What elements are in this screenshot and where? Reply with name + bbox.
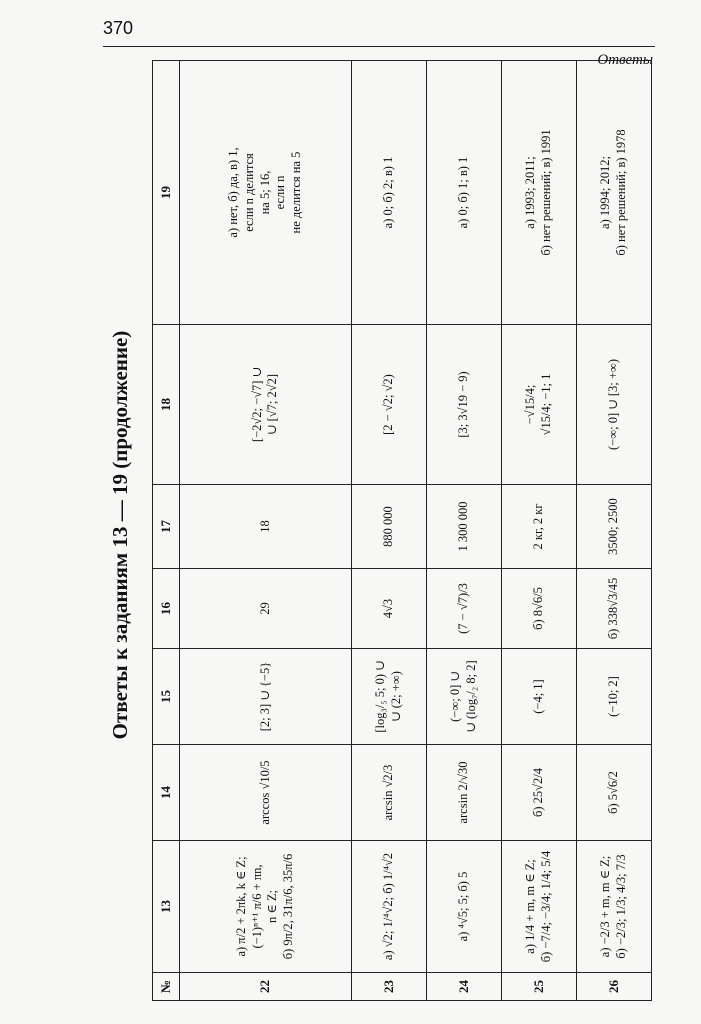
row-number: 22 — [180, 973, 352, 1001]
answer-line: если n делится — [242, 153, 257, 232]
answer-cell-16: 29 — [180, 569, 352, 649]
answer-line: (−4; 1] — [531, 679, 546, 714]
answer-line: б) нет решений; в) 1978 — [613, 129, 628, 256]
answer-cell-13 — [351, 841, 426, 973]
answer-line: на 5; 16, — [257, 170, 272, 215]
answer-line: (−∞; 0] ∪ [3; +∞) — [606, 359, 621, 450]
answer-line: (−10; 2] — [606, 676, 621, 717]
answer-cell-17: 18 — [180, 485, 352, 569]
answer-cell-17: 2 кг, 2 кг — [501, 485, 576, 569]
column-header-16: 16 — [153, 569, 180, 649]
answer-line: [−2√2; −√7] ∪ — [249, 366, 264, 443]
answer-cell-14: б) 5√6/2 — [576, 745, 651, 841]
answer-cell-14: arccos √10/5 — [180, 745, 352, 841]
answer-line: а) 1994; 2012; — [598, 156, 613, 229]
answer-cell-16: б) 8√6/5 — [501, 569, 576, 649]
table-row — [426, 61, 501, 1001]
answer-cell-14: б) 25√2/4 — [501, 745, 576, 841]
answer-cell-17: 3500; 2500 — [576, 485, 651, 569]
section-label: Ответы — [597, 52, 653, 68]
answer-line: а) π/2 + 2πk, k ∈ Z; — [234, 856, 249, 957]
answer-line: −√15/4; — [523, 384, 538, 425]
answer-cell-14: arcsin 2/√30 — [426, 745, 501, 841]
answer-line: б) 9π/2, 31π/6, 35π/6 — [281, 853, 296, 960]
column-header-19: 19 — [153, 61, 180, 325]
answer-line: а) 0; б) 1; в) 1 — [456, 156, 471, 229]
answer-line: [2 − √2; √2) — [381, 374, 396, 435]
answer-line: ∪ [√7; 2√2] — [265, 374, 280, 435]
answer-cell-16: (7 − √7)/3 — [426, 569, 501, 649]
answer-line: не делится на 5 — [288, 151, 303, 234]
answer-cell-13 — [576, 841, 651, 973]
column-header-num: № — [153, 973, 180, 1001]
row-number: 24 — [426, 973, 501, 1001]
column-header-18: 18 — [153, 325, 180, 485]
answer-cell-18 — [501, 325, 576, 485]
answer-line: ∪ (2; +∞) — [388, 671, 403, 722]
answer-cell-19 — [576, 61, 651, 325]
row-number: 26 — [576, 973, 651, 1001]
answer-cell-15 — [351, 649, 426, 745]
answer-line: [3; 3√19 − 9) — [456, 371, 471, 438]
table-title: Ответы к заданиям 13 — 19 (продолжение) — [108, 330, 132, 740]
answer-line: а) 1993; 2011; — [523, 156, 538, 229]
answer-cell-18 — [351, 325, 426, 485]
answer-cell-16: 4√3 — [351, 569, 426, 649]
page-number: 370 — [103, 18, 134, 38]
row-number: 23 — [351, 973, 426, 1001]
answer-line: а) 1/4 + m, m ∈ Z; — [523, 859, 538, 954]
answer-cell-13 — [426, 841, 501, 973]
table-row — [180, 61, 352, 1001]
column-header-14: 14 — [153, 745, 180, 841]
answer-line: а) нет, б) да, в) 1, — [226, 147, 241, 238]
answer-line: б) −2/3; 1/3; 4/3; 7/3 — [613, 854, 628, 959]
column-header-13: 13 — [153, 841, 180, 973]
answer-cell-18 — [426, 325, 501, 485]
table-row — [351, 61, 426, 1001]
answer-line: √15/4; −1; 1 — [538, 373, 553, 436]
answer-cell-15: [2; 3] ∪ {−5} — [180, 649, 352, 745]
answer-cell-15 — [501, 649, 576, 745]
answer-cell-19 — [426, 61, 501, 325]
answer-line: (−1)ⁿ⁺¹ π/6 + πn, — [249, 864, 264, 949]
answer-cell-17: 880 000 — [351, 485, 426, 569]
answers-table — [152, 60, 652, 1001]
answer-cell-13 — [501, 841, 576, 973]
answer-line: n ∈ Z; — [265, 890, 280, 923]
answer-cell-15 — [426, 649, 501, 745]
answer-cell-15 — [576, 649, 651, 745]
answer-cell-19 — [501, 61, 576, 325]
column-header-15: 15 — [153, 649, 180, 745]
answer-line: б) −7/4; −3/4; 1/4; 5/4 — [538, 850, 553, 963]
answer-cell-18 — [576, 325, 651, 485]
answer-line: а) ⁴√5; 5; б) 5 — [456, 871, 471, 942]
column-header-17: 17 — [153, 485, 180, 569]
row-number: 25 — [501, 973, 576, 1001]
header-row — [153, 61, 180, 1001]
answer-cell-16: б) 338√3/45 — [576, 569, 651, 649]
answer-cell-19 — [351, 61, 426, 325]
answer-line: а) −2/3 + m, m ∈ Z; — [598, 855, 613, 958]
answer-cell-18 — [180, 325, 352, 485]
answer-line: если n — [273, 175, 288, 210]
answer-line: а) 0; б) 2; в) 1 — [381, 156, 396, 229]
answer-line: [log₃/₅ 5; 0) ∪ — [373, 660, 388, 733]
answer-cell-13 — [180, 841, 352, 973]
table-row — [501, 61, 576, 1001]
table-row — [576, 61, 651, 1001]
header-rule — [103, 46, 655, 47]
answer-cell-19 — [180, 61, 352, 325]
answer-line: б) нет решений; в) 1991 — [538, 129, 553, 256]
answer-cell-14: arcsin √2/3 — [351, 745, 426, 841]
rotated-answer-table — [100, 55, 660, 1015]
answer-line: (−∞; 0] ∪ — [448, 671, 463, 722]
answer-cell-17: 1 300 000 — [426, 485, 501, 569]
answer-line: ∪ (log₇/₂ 8; 2] — [463, 660, 478, 733]
answer-line: а) √2; 1/⁴√2; б) 1/⁴√2 — [381, 852, 396, 961]
